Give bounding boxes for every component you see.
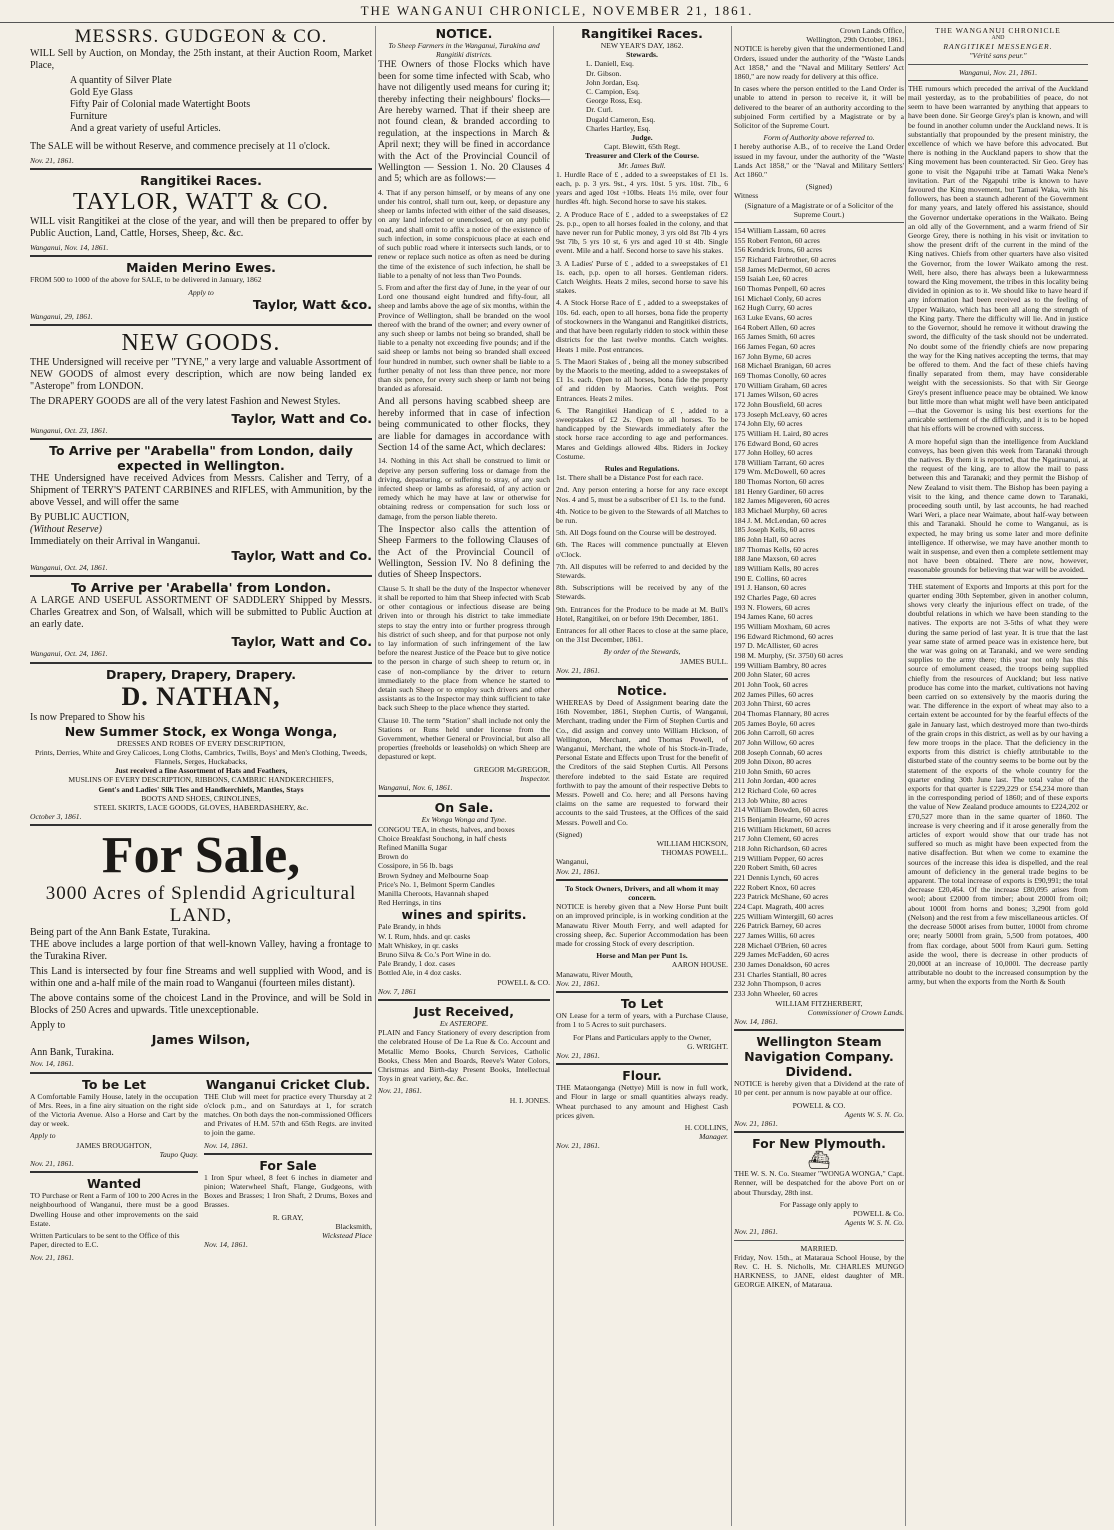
drapery-stock: New Summer Stock, ex Wonga Wonga, — [64, 723, 338, 739]
form-head: Form of Authority above referred to. — [763, 133, 875, 143]
land-order-item: 158 James McDermot, 60 acres — [734, 264, 830, 274]
land-order-item: 196 Edward Richmond, 60 acres — [734, 631, 834, 641]
gudgeon-date: Nov. 21, 1861. — [30, 156, 74, 165]
land-order-item: 212 Richard Cole, 60 acres — [734, 786, 817, 796]
flour-title: Flour. — [622, 1068, 662, 1084]
land-order-item: 161 Michael Conly, 60 acres — [734, 293, 822, 303]
forsale-date: Nov. 14, 1861. — [30, 1059, 74, 1069]
race-item: 4. A Stock Horse Race of £ , added to a sweepstakes of 10s. 6d. each, open to all horses, bona fide the property of stockowners in the Wanganui and Rangitikei districts, and that have been regularly ridden to stock within these districts for the last twelve months. Catch weights. Heats 1 mile. Post entrances. — [556, 298, 728, 354]
column-3 — [556, 26, 728, 1526]
land-order-item: 180 Thomas Norton, 60 acres — [734, 477, 824, 487]
onsale-title: On Sale. — [434, 800, 494, 816]
race-item: 2. A Produce Race of £ , added to a sweepstakes of £2 2s. p.p., open to all horses foaled in the colony, and that have never run for Public money, 3 yrs old 8st 7lb 4 yrs 9st 7lb, 5 yrs 10 st, 6 yrs and aged 10 st 4lb. Single event. Mile and a half. Second horse to save his stakes. — [556, 209, 728, 256]
rule-item: 2nd. Any person entering a horse for any race except Nos. 4 and 5, must be a subscriber of £1 1s. to the fund. — [556, 485, 728, 504]
forsale2-date: Nov. 14, 1861. — [204, 1240, 248, 1250]
let-title: To Let — [620, 996, 664, 1012]
stock-signer: AARON HOUSE. — [671, 960, 728, 970]
plymouth-role: Agents W. S. N. Co. — [844, 1218, 904, 1228]
gudgeon-title: MESSRS. GUDGEON & CO. — [74, 26, 328, 47]
form-signed: (Signed) — [805, 182, 833, 192]
let-date: Nov. 21, 1861. — [556, 1050, 600, 1060]
steward: L. Daniell, Esq. — [586, 59, 634, 69]
stock-sub: Horse and Man per Punt 1s. — [596, 951, 688, 961]
dividend-text: NOTICE is hereby given that a Dividend at the rate of 10 per cent. per annum is now payable at our office. — [734, 1079, 904, 1098]
land-order-item: 223 Patrick McShane, 60 acres — [734, 892, 829, 902]
land-order-item: 172 John Bousfield, 60 acres — [734, 399, 822, 409]
clause-14: 14. Nothing in this Act shall be construed to limit or deprive any person suffering loss or damage from the driving, depasturing, or suffering to stray, of any such infected sheep or lambs as aforesaid, of any action or remedy which he may have at law or otherwise for obtaining redress or compensation for such loss or damage, from the person liable thereto. — [378, 456, 550, 521]
editorial-title1: THE WANGANUI CHRONICLE — [935, 26, 1061, 35]
forsale-place: Ann Bank, Turakina. — [30, 1047, 114, 1059]
scab-notice-sub: To Sheep Farmers in the Wanganui, Turakina and Rangitiki districts. — [388, 41, 540, 60]
arabella1-arrival: Immediately on their Arrival in Wanganui. — [30, 536, 201, 548]
crown-date: Nov. 14, 1861. — [734, 1016, 778, 1026]
steward: Charles Hartley, Esq. — [586, 123, 651, 133]
land-order-item: 215 Benjamin Hearne, 60 acres — [734, 815, 830, 825]
forsale2-signer: R. GRAY, — [272, 1212, 304, 1222]
inspector-text: The Inspector also calls the attention of Sheep Farmers to the following Clauses of the Act of the Provincial Council of Wellington, Session IV. No 8 defining the duties of Sheep Inspectors. — [378, 523, 550, 581]
received-text: PLAIN and Fancy Stationery of every description from the celebrated House of De La Rue & Co. Account and Metallic Memo Books, Church Services, Catholic Books, Chess Men and Boards, Reeve's Water Colors, Christmas and Birth-day Present Books, Intellectual Toys in great variety, &c. &c. — [378, 1028, 550, 1084]
tolet-title: To be Let — [81, 1076, 146, 1092]
order: By order of the Stewards, — [603, 647, 681, 657]
onsale-item: Choice Breakfast Souchong, in half chests — [378, 833, 507, 843]
arabella2-signer: Taylor, Watt and Co. — [231, 634, 372, 650]
order-date: Nov. 21, 1861. — [556, 665, 600, 675]
scab-notice-text: THE Owners of those Flocks which have been for some time infected with Scab, who have not diligently used means for curing it; thereby infecting their neighbours' flocks—Are hereby warned. That if their sheep are not found clean, & branded according to regulation, at the inspections in March & April next; they will be fined in accordance with the Act of the Provincial Council of Wellington — Session 1. No. 20 Clauses 4 and 5; which are as follows:— — [378, 59, 550, 185]
rule-item: 9th. Entrances for the Produce to be made at M. Bull's Hotel, Rangitikei, on or before 19th December, 1861. — [556, 604, 728, 623]
land-order-item: 192 Charles Page, 60 acres — [734, 593, 817, 602]
let-signer: G. WRIGHT. — [687, 1041, 728, 1051]
treasurer: Mr. James Bull. — [618, 160, 666, 170]
taylor-date: Wanganui, Nov. 14, 1861. — [30, 243, 109, 253]
race-item: 3. A Ladies' Purse of £ , added to a sweepstakes of £1 1s. each, p.p. open to all horses. Gentleman riders. Catch Weights. Heats 2 miles, second horse to save his stakes. — [556, 258, 728, 296]
editorial-and: AND — [991, 35, 1005, 42]
arabella1-reserve: (Without Reserve) — [30, 524, 102, 536]
received-sub: Ex ASTEROPE. — [439, 1018, 489, 1028]
stewards-head: Stewards. — [626, 50, 658, 60]
clause-5: 5. From and after the first day of June, in the year of our Lord one thousand eight hundred and fifty-four, all sheep and lambs above the age of six months, within the Province of Wellington, shall be branded on the wool thereof with the brand of the owner; and every owner of any such sheep or lambs not being so branded, shall be liable to a penalty not exceeding five pounds; and if the said sheep or lambs not being so branded shall exceed four hundred in number, such owner shall be liable to a further penalty of not less than three pence, nor more than six pence, for every such sheep or lamb not being branded as aforesaid. — [378, 282, 550, 394]
land-order-item: 216 William Hickmett, 60 acres — [734, 824, 831, 834]
assign-notice-text: WHEREAS by Deed of Assignment bearing date the 16th November, 1861, Stephen Curtis, of Wanganui, Merchant, trading under the Firm of Stephen Curtis and Co., did assign and convey unto William Hickson, of Wellington, Merchant, and Thomas Powell, of Wanganui, Merchant, the whole of his Stock-in-Trade, Personal Estate and Effects upon Trust for the benefit of the Creditors of the said Stephen Curtis. All Persons therefore indebted to the said Estate are required forthwith to pay the amount of their respective Debts to Messrs. Powell and Co. here; and all Persons having claims on the same are requested to forward their accounts to the said Trustees, at the Offices of the said Messrs. Powell and Co. — [556, 698, 728, 827]
gudgeon-items — [30, 75, 372, 135]
merino-title: Maiden Merino Ewes. — [126, 260, 276, 276]
land-order-list — [734, 226, 904, 999]
clause-4: 4. That if any person himself, or by means of any one under his control, shall turn out, keep, or depasture any sheep or lambs infected with either of the said diseases, on any land infected or unenclosed, or on any public road, and shall omit to affix a notice of the existence of such infection, in some conspicuous place at each end of such public road where it intersects such lands, or to renew or replace such notice as often as need be during the time of the existence of such infection, he shall be liable to a penalty of not less than Two Pounds. — [378, 187, 550, 280]
steward: George Ross, Esq. — [586, 96, 642, 106]
land-order-item: 204 Thomas Flannary, 80 acres — [734, 708, 829, 718]
rules-head: Rules and Regulations. — [604, 463, 680, 473]
wines-signer: POWELL & CO. — [497, 977, 550, 987]
onsale-item: Brown Sydney and Melbourne Soap — [378, 870, 489, 880]
married-text: Friday, Nov. 15th., at Mataraua School House, by the Rev. C. H. S. Nicholls, Mr. CHARLES MUNGO HARKNESS, to JANE, eldest daughter of MR. GEORGE AIKEN, of Mataraua. — [734, 1252, 904, 1290]
land-order-item: 201 John Took, 60 acres — [734, 679, 808, 689]
stock-text: NOTICE is hereby given that a New Horse Punt built on an improved principle, is in working condition at the Manawatu River Mouth Ferry, and well adapted for crossing sheep, &c. Superior Accommodation has been made for crossing Stock of every description. — [556, 902, 728, 949]
land-order-item: 222 Robert Knox, 60 acres — [734, 882, 816, 892]
race-item: 6. The Rangitikei Handicap of £ , added to a sweepstakes of £2 2s. Open to all horses. To be handicapped by the Stewards immediately after the stock horse race according to age and performances. Mares and Geldings allowed 4lbs. Riders in Jockey Costume. — [556, 405, 728, 461]
forsale-estate: Being part of the Ann Bank Estate, Turakina. — [30, 927, 211, 939]
onsale-item: Red Herrings, in tins — [378, 898, 442, 908]
land-order-item: 185 Joseph Kells, 60 acres — [734, 525, 815, 535]
land-order-item: 183 Michael Murphy, 60 acres — [734, 506, 827, 516]
merino-signer: Taylor, Watt &co. — [252, 296, 372, 312]
gudgeon-ad — [30, 26, 372, 165]
gudgeon-note: The SALE will be without Reserve, and commence precisely at 11 o'clock. — [30, 141, 330, 152]
land-order-item: 207 John Willow, 60 acres — [734, 737, 815, 747]
column-4 — [734, 26, 904, 1526]
land-order-item: 157 Richard Fairbrother, 60 acres — [734, 255, 836, 265]
crown-text2: In cases where the person entitled to the Land Order is unable to attend in person to receive it, it will be delivered to the bearer of an authority according to the subjoined Form certified by a Magistrate or by a Solicitor of the Supreme Court. — [734, 84, 904, 131]
rule-item: 4th. Notice to be given to the Stewards of all Matches to be run. — [556, 506, 728, 525]
onsale-items — [378, 825, 550, 908]
drapery-ties: Gent's and Ladies' Silk Ties and Handkerchiefs, Mantles, Stays — [98, 784, 304, 794]
cricket-text: THE Club will meet for practice every Thursday at 2 o'clock p.m., and on Saturdays at 1, for scratch matches. On both days the non-commissioned Officers and Privates of H.M. 57th and 65th Regts. are invited to join the game. — [204, 1091, 372, 1138]
assign-place: Wanganui, — [556, 857, 589, 867]
cricket-date: Nov. 14, 1861. — [204, 1140, 248, 1150]
wines-item: Pale Brandy, 1 doz. cases — [378, 959, 456, 969]
onsale-item: CONGOU TEA, in chests, halves, and boxes — [378, 824, 515, 834]
assign-signed: (Signed) — [556, 829, 583, 839]
land-order-item: 186 John Hall, 60 acres — [734, 535, 806, 545]
tolet-date: Nov. 21, 1861. — [30, 1159, 74, 1169]
drapery-boots: BOOTS AND SHOES, CRINOLINES, — [141, 793, 261, 803]
land-order-item: 165 James Smith, 60 acres — [734, 332, 815, 342]
cricket-title: Wanganui Cricket Club. — [205, 1076, 371, 1092]
assign-date: Nov. 21, 1861. — [556, 866, 600, 876]
drapery-prints: Prints, Derries, White and Grey Calicoes, Long Cloths, Cambrics, Twills, Boys' and Men's Clothing, Tweeds, Flannels, Serges, Huckabacks, — [35, 747, 367, 767]
rule-item: 5th. All Dogs found on the Course will be destroyed. — [556, 528, 717, 538]
editorial-title2: RANGITIKEI MESSENGER. — [943, 42, 1053, 52]
flour-text: THE Mataonganga (Nettye) Mill is now in full work, and Flour in large or small quantities always ready. Wheat purchased to any amount and Highest Cash prices given. — [556, 1083, 728, 1120]
land-order-item: 228 Michael O'Brien, 60 acres — [734, 940, 827, 950]
dividend-title: Dividend. — [785, 1064, 853, 1080]
form-witness-note: (Signature of a Magistrate or of a Solicitor of the Supreme Court.) — [744, 200, 894, 219]
onsale-item: Price's No. 1, Belmont Sperm Candles — [378, 879, 495, 889]
stock-place: Manawatu, River Mouth, — [556, 969, 633, 979]
land-order-item: 159 Isaiah Lee, 60 acres — [734, 274, 808, 284]
onsale-item: Refined Manilla Sugar — [378, 842, 448, 852]
race-item: 5. The Maori Stakes of , being all the money subscribed by the Maoris to the meeting, added to a sweepstakes of £1 1s. each. Open to all horses, bona fide the property of and ridden by Maories. Catch weights. Post Entrances. Heats 2 miles. — [556, 356, 728, 403]
onsale-item: Brown do — [378, 852, 409, 862]
arabella2-title: To Arrive per 'Arabella' from London. — [71, 580, 331, 596]
land-order-item: 181 Henry Gardiner, 60 acres — [734, 486, 824, 496]
taylor-title: TAYLOR, WATT & CO. — [72, 189, 330, 216]
scab-warned: And all persons having scabbed sheep are hereby informed that in case of infection being communicated to other flocks, they are liable for damages in accordance with Section 14 of the same Act, which declares: — [378, 396, 550, 453]
wines-item: Pale Brandy, in hhds — [378, 922, 441, 932]
land-order-item: 202 James Pilles, 60 acres — [734, 689, 814, 699]
land-order-item: 193 N. Flowers, 60 acres — [734, 602, 810, 612]
column-1 — [30, 26, 372, 1526]
merino-text: FROM 500 to 1000 of the above for SALE, to be delivered in January, 1862 — [30, 275, 262, 285]
races-day: NEW YEAR'S DAY, 1862. — [600, 41, 684, 50]
editorial-para3: THE statement of Exports and Imports at this port for the quarter ending 30th September, given in another column, shows very clearly the injurious effect on trade, of the doubtful relations in which we have been standing to the natives. The exports are not 3-5ths of what they were during the same period of last year. It is true that the last year same state of armed peace was in existence here, but the war was going on at Taranaki, and we were sending supplies to the army there; this year not only has this source of emolument ceased, the troops being supplied chiefly from the resources of Auckland; but less native produce has come into the market, cultivations not having been carried on so extensively by the maoris during the war. The difference in the export of wheat may also to a certain extent be accounted for by the fearful effects of the gale in January last, which destroyed more than two-thirds of the grain crops in this district, as well as by our having a few more troops in the place. That the deficiency in the exports from this district is chiefly attributable to the disturbed state of the country seems to be borne out by the statement of the exports of the whole country for the quarter ending 30th June last. The total value of the exports for that quarter is £229,229 or £54,234 more than in the corresponding period of 1860; and of these exports the value of New Zealand produce amounts to £224,202 or £70,527 more than in the same quarter of 1860. The increase is very cheering and if it arose generally from the articles of export would show that our trade has not suffered so much as might have been expected from the native disaffection. But when we come to examine the sources of the increase this idea is dispelled, and the real amount of deficiency in the general trade begins to be apparent. The total increase of exports is £90,991; the total decrease £20,464. Of the increase £80,095 arises from wool; about £2000 from timber; about 2000l from oil; about 1000l from horns and bones; 3,290l from gold (Nelson) and the rest from a few miscellaneous articles. Of the decrease 5000l arises from butter, 1000l from chrome ore; nearly 5000l from grain, 5,500 from potatoes, 400 from flax cordage, about 500l from Kauri gum. Setting aside the wool, there is decrease in other products of 20,000l at an increase of 10,000l. The decrease partly attributable no doubt to the increased consumption by the army, but when the exports from the North & South — [908, 581, 1088, 987]
steward: John Jordan, Esq. — [586, 77, 640, 87]
land-order-item: 173 Joseph McLeavy, 60 acres — [734, 409, 828, 419]
land-order-item: 232 John Thompson, 0 acres — [734, 979, 821, 989]
drapery-name: D. NATHAN, — [121, 681, 281, 711]
land-order-item: 154 William Lassam, 60 acres — [734, 226, 826, 236]
steamer-icon: ⛴ — [807, 1150, 831, 1171]
forsale-apply: Apply to — [30, 1020, 66, 1032]
drapery-prepared: Is now Prepared to Show his — [30, 711, 145, 723]
land-order-item: 178 William Tarrant, 60 acres — [734, 457, 825, 467]
gudgeon-item: And a great variety of useful Articles. — [70, 123, 221, 134]
wanted-title: Wanted — [86, 1176, 142, 1192]
steam-title: Wellington Steam Navigation Company. — [744, 1034, 894, 1065]
assign-signer: WILLIAM HICKSON, — [656, 839, 728, 849]
land-order-item: 190 E. Collins, 60 acres — [734, 573, 807, 583]
races-title: Rangitikei Races. — [581, 26, 703, 41]
land-order-item: 231 Charles Stantiall, 80 acres — [734, 969, 827, 979]
rule-item: 8th. Subscriptions will be received by any of the Stewards. — [556, 583, 728, 602]
arabella1-auction: By PUBLIC AUCTION, — [30, 512, 130, 524]
races-head: Rangitikei Races. — [140, 173, 262, 189]
land-order-item: 230 James Donaldson, 60 acres — [734, 959, 830, 969]
gudgeon-item: Gold Eye Glass — [70, 87, 133, 98]
steward: Dugald Cameron, Esq. — [586, 114, 656, 124]
land-order-item: 160 Thomas Penpell, 60 acres — [734, 284, 826, 293]
land-order-item: 224 Capt. Magrath, 400 acres — [734, 902, 824, 911]
steward: Dr. Gibson. — [586, 68, 622, 78]
crown-signer: WILLIAM FITZHERBERT, — [775, 998, 863, 1008]
forsale2-title: For Sale — [259, 1157, 317, 1173]
dividend-date: Nov. 21, 1861. — [734, 1118, 778, 1128]
newgoods-text1: THE Undersigned will receive per "TYNE," a very large and valuable Assortment of NEW GOODS of almost every description, which are now being landed ex "Asterope" from LONDON. — [30, 357, 372, 393]
tolet-place: Taupo Quay. — [159, 1149, 198, 1159]
arabella1-text: THE Undersigned have received Advices from Messrs. Calisher and Terry, of a Shipment of TERRY'S PATENT CARBINES and RIFLES, with Ammunition, by the above Vessel, and will offer the same — [30, 473, 372, 509]
wines-item: Bottled Ale, in 4 doz casks. — [378, 968, 462, 978]
land-order-item: 197 D. McAllister, 60 acres — [734, 641, 819, 651]
gudgeon-intro: WILL Sell by Auction, on Monday, the 25th instant, at their Auction Room, Market Place, — [30, 48, 372, 71]
judge: Capt. Blewitt, 65th Regt. — [604, 142, 680, 152]
land-order-item: 210 John Smith, 60 acres — [734, 766, 811, 776]
tolet-ad — [30, 1077, 198, 1262]
land-order-item: 166 James Fegan, 60 acres — [734, 341, 816, 351]
received-signer: H. I. JONES. — [509, 1095, 550, 1105]
drapery-hats: Just received a fine Assortment of Hats and Feathers, — [114, 766, 288, 776]
let-text: ON Lease for a term of years, with a Purchase Clause, from 1 to 5 Acres to suit purchasers. — [556, 1011, 728, 1030]
plymouth-signer: POWELL & Co. — [853, 1209, 904, 1218]
flour-role: Manager. — [699, 1132, 728, 1142]
land-order-item: 226 Patrick Barney, 60 acres — [734, 921, 822, 931]
rule-item: Entrances for all other Races to close at the same place, on the 31st December, 1861. — [556, 625, 728, 645]
land-order-item: 179 Wm. McDowell, 60 acres — [734, 467, 826, 477]
drapery-date: October 3, 1861. — [30, 812, 82, 822]
wines-item: Bruno Silva & Co.'s Port Wine in do. — [378, 949, 491, 959]
wines-items — [378, 922, 550, 977]
plymouth-title: For New Plymouth. — [752, 1136, 886, 1152]
land-order-item: 191 J. Hanson, 60 acres — [734, 583, 807, 593]
land-order-item: 175 William H. Laird, 80 acres — [734, 428, 829, 438]
land-order-item: 164 Robert Allen, 60 acres — [734, 322, 816, 332]
forsale-signer: James Wilson, — [151, 1032, 251, 1048]
land-order-item: 214 William Bowden, 60 acres — [734, 805, 828, 815]
drapery-skirts: STEEL SKIRTS, LACE GOODS, GLOVES, HABERDASHERY, &c. — [93, 803, 309, 813]
land-order-item: 209 John Dixon, 80 acres — [734, 757, 812, 767]
merino-apply: Apply to — [188, 287, 214, 297]
stock-title: To Stock Owners, Drivers, and all whom it may concern. — [565, 883, 719, 903]
scab-notice-title: NOTICE. — [435, 26, 493, 41]
steward: Dr. Curl. — [586, 105, 613, 115]
plymouth-text: THE W. S. N. Co. Steamer "WONGA WONGA," Capt. Renner, will be despatched for the above Port on or about Thursday, 28th inst. — [734, 1169, 904, 1197]
land-order-item: 213 Job White, 80 acres — [734, 795, 808, 805]
plymouth-apply: For Passage only apply to — [779, 1199, 859, 1209]
form-witness: Witness — [734, 191, 759, 201]
merino-date: Wanganui, 29, 1861. — [30, 311, 93, 321]
newgoods-date: Wanganui, Oct. 23, 1861. — [30, 426, 108, 436]
land-order-item: 187 Thomas Kells, 60 acres — [734, 544, 819, 554]
forsale-acres: 3000 Acres of Splendid Agricultural LAND, — [45, 883, 357, 927]
received-date: Nov. 21, 1861. — [378, 1086, 422, 1096]
land-order-item: 227 James Willis, 60 acres — [734, 930, 815, 940]
steward: C. Campion, Esq. — [586, 87, 640, 97]
stewards-list — [556, 59, 728, 133]
land-order-item: 218 John Richardson, 60 acres — [734, 844, 828, 854]
forsale2-place: Wickstead Place — [322, 1231, 372, 1241]
masthead: THE WANGANUI CHRONICLE, NOVEMBER 21, 1861. — [0, 0, 1114, 23]
arabella1-date: Wanganui, Oct. 24, 1861. — [30, 563, 108, 573]
forsale-title: For Sale, — [101, 827, 301, 885]
land-order-item: 200 John Slater, 60 acres — [734, 670, 810, 680]
plymouth-date: Nov. 21, 1861. — [734, 1227, 778, 1237]
assign-notice-title: Notice. — [617, 683, 667, 698]
taylor-text: WILL visit Rangitikei at the close of the year, and will then be prepared to offer by Public Auction, Land, Cattle, Horses, Sheep, &c. &c. — [30, 216, 372, 240]
clause-5b: Clause 5. It shall be the duty of the Inspector whenever it shall be reported to him that Sheep infected with Scab or other contagious or infectious disease are being driven into or through his district to take immediate steps to stay the entry into or further progress through his district of such sheep, and for that purpose not only to lay information of such infringement of the law before the nearest Justice of the Peace but to give notice to the person in charge of such sheep to return or, in case of non-compliance by the driver to return immediately to the place from whence he started to detain such Sheep or to employ such drivers and other assistants as to the Inspector may think sufficient to take back such Sheep to the place whence they started. — [378, 583, 550, 713]
column-5 — [908, 26, 1088, 1526]
editorial-para1: THE rumours which preceded the arrival of the Auckland mail yesterday, as to the probabilities of peace, do not seem to have been warranted by anything that appears to have been done. Sir George Grey's plan is known, and will be found in another column under the Auckland news. It is substantially that propounded by the present ministry, the excellence of which we have before this advocated. But there is nothing in the Auckland papers to show that the King movement has been counteracted. Sir Geo. Grey has gone to visit the Ngapuhi tribe at Tamati Waka Nene's invitation. Part of the Ngapuhi tribe is known to have favoured the King movement, but Tamati Waka, with his followers, has been a staunch adherent of the Government for many years, and lately offered his assistance, should the Governor undertake operations in the Waikato. Being an old ally of the Government, and a warm friend of Sir George Grey, there is nothing in his visit or invitation to show the present drift of the current in the mind of the King natives. Chiefs from other quarters have also visited the Governor, from the lower Waikato among the rest. Well, here also, there has always been a lukewarmness toward the King movement, the tribes in this locality being divided in opinion as to it. We should like to have heard if any information had been received as to the feeling of Upper Waikato, which has been all along the strength of the King party. There the difficulty will lie. And in justice to the Governor, should he remove it without drawing the sword, the difficulty of the task should not be underrated. No doubt some of the friendly chiefs are now preparing the way for the King natives accepting the terms, that may be offered to them. And the fact of these chiefs having finally separated from them, may have considerable weight with the secessionists. So that with Sir George Grey's present influence peace may be obtained. We know but little more than what might well have been anticipated—that the Governor is using his best exertions for the amicable settlement of the difficulty, and it is to be hoped that his efforts will be crowned with success. — [908, 83, 1088, 434]
forsale2-text: 1 Iron Spur wheel, 8 feet 6 inches in diameter and pinion; Waterwheel Shaft, Flange, Gudgeons, with Boxes and Brasses; 1 Iron Shaft, 2 Drums, Boxes and Brasses. — [204, 1172, 372, 1210]
drapery-muslins: MUSLINS OF EVERY DESCRIPTION, RIBBONS, CAMBRIC HANDKERCHIEFS, — [68, 775, 334, 785]
land-order-item: 195 William Moxham, 60 acres — [734, 621, 830, 631]
forsale2-role: Blacksmith, — [335, 1221, 372, 1231]
flour-signer: H. COLLINS, — [684, 1122, 728, 1132]
onsale-item: Manilla Cheroots, Havannah shaped — [378, 888, 489, 898]
received-title: Just Received, — [414, 1003, 514, 1019]
land-order-item: 189 William Kells, 80 acres — [734, 564, 819, 574]
drapery-title: Drapery, Drapery, Drapery. — [105, 666, 296, 682]
gudgeon-item: Fifty Pair of Colonial made Watertight Boots — [70, 99, 251, 110]
land-order-item: 221 Dennis Lynch, 60 acres — [734, 873, 819, 883]
land-order-item: 167 John Byrne, 60 acres — [734, 351, 811, 361]
land-order-item: 169 Thomas Conolly, 60 acres — [734, 370, 827, 380]
let-apply: For Plans and Particulars apply to the Owner, — [572, 1032, 712, 1042]
land-order-item: 170 William Graham, 60 acres — [734, 380, 827, 390]
gudgeon-item: A quantity of Silver Plate — [70, 75, 172, 86]
clause-10: Clause 10. The term "Station" shall include not only the Stations or Runs held under license from the Government, whether General or Provincial, but also all properties (freeholds or leaseholds) on which Sheep are depastured or kept. — [378, 715, 550, 762]
wanted-date: Nov. 21, 1861. — [30, 1252, 74, 1262]
land-order-item: 220 Robert Smith, 60 acres — [734, 863, 817, 873]
land-order-item: 194 James Kane, 60 acres — [734, 612, 813, 622]
wanted-text: TO Purchase or Rent a Farm of 100 to 200 Acres in the neighbourhood of Wanganui, there must be a good Dwelling House and other improvements on the said Estate. — [30, 1191, 198, 1228]
crown-head1: Crown Lands Office, — [839, 26, 904, 35]
arabella1-title: To Arrive per "Arabella" from London, daily expected in Wellington. — [49, 443, 353, 474]
gudgeon-item: Furniture — [70, 111, 108, 122]
inspector-signer: GREGOR McGREGOR, — [473, 764, 550, 774]
land-order-item: 174 John Ely, 60 acres — [734, 419, 803, 429]
forsale-text1: THE above includes a large portion of that well-known Valley, having a frontage to the Turakina River. — [30, 939, 372, 963]
judge-head: Judge. — [631, 133, 653, 143]
treasurer-head: Treasurer and Clerk of the Course. — [585, 151, 699, 161]
dividend-role: Agents W. S. N. Co. — [844, 1109, 904, 1119]
land-order-item: 229 James McFadden, 60 acres — [734, 950, 830, 960]
land-order-item: 162 Hugh Curry, 60 acres — [734, 303, 813, 313]
newgoods-text2: The DRAPERY GOODS are all of the very latest Fashion and Newest Styles. — [30, 396, 341, 408]
inspector-date: Wanganui, Nov. 6, 1861. — [378, 783, 453, 793]
form-text: I hereby authorise A.B., of to receive the Land Order issued in my favour, under the authority of the "Waste Lands Act 1858," or the "Naval and Military Settlers' Act 1860." — [734, 142, 904, 180]
land-order-item: 177 John Holley, 60 acres — [734, 448, 813, 458]
forsale-text2: This Land is intersected by four fine Streams and well supplied with Wood, and is within one and a-half mile of the main road to Wanganui (fourteen miles distant). — [30, 966, 372, 990]
drapery-dresses: DRESSES AND ROBES OF EVERY DESCRIPTION, — [116, 738, 286, 748]
tolet-signer: JAMES BROUGHTON, — [76, 1140, 152, 1150]
rule-item: 6th. The Races will commence punctually at Eleven o'Clock. — [556, 540, 728, 559]
cricket-ad — [204, 1077, 372, 1262]
inspector-role: Inspector. — [520, 773, 550, 783]
wines-title: wines and spirits. — [401, 907, 527, 923]
onsale-sub: Ex Wonga Wonga and Tyne. — [421, 815, 507, 825]
editorial-date: Wanganui, Nov. 21, 1861. — [958, 67, 1038, 77]
land-order-item: 211 John Jordan, 400 acres — [734, 776, 817, 786]
crown-head2: Wellington, 29th October, 1861. — [806, 35, 904, 45]
stock-date: Nov. 21, 1861. — [556, 978, 600, 988]
land-order-item: 219 William Pepper, 60 acres — [734, 853, 824, 863]
land-order-item: 199 William Bambry, 80 acres — [734, 660, 827, 670]
rule-item: 7th. All disputes will be referred to and decided by the Stewards. — [556, 561, 728, 580]
flour-date: Nov. 21, 1861. — [556, 1141, 600, 1151]
land-order-item: 217 John Clement, 60 acres — [734, 834, 819, 844]
land-order-item: 155 Robert Fenton, 60 acres — [734, 235, 820, 245]
married-title: MARRIED. — [800, 1243, 838, 1253]
crown-text1: NOTICE is hereby given that the undermentioned Land Orders, issued under the authority of the "Waste Lands Act 1858," and the "Naval and Military Settlers' Act 1860," are now ready for delivery at this office. — [734, 44, 904, 82]
land-order-item: 206 John Carroll, 60 acres — [734, 728, 814, 738]
order-signer: JAMES BULL. — [680, 656, 728, 666]
land-order-item: 168 Michael Branigan, 60 acres — [734, 361, 831, 371]
land-order-item: 208 Joseph Connab, 60 acres — [734, 747, 823, 757]
land-order-item: 156 Kendrick Irons, 60 acres — [734, 245, 822, 255]
land-order-item: 225 William Wintergill, 60 acres — [734, 911, 834, 921]
arabella1-signer: Taylor, Watt and Co. — [231, 548, 372, 564]
land-order-item: 176 Edward Bond, 60 acres — [734, 438, 819, 448]
land-order-item: 233 John Wheeler, 60 acres — [734, 988, 818, 998]
wines-date: Nov. 7, 1861 — [378, 986, 417, 996]
crown-role: Commissioner of Crown Lands. — [807, 1007, 904, 1017]
race-item: 1. Hurdle Race of £ , added to a sweepstakes of £1 1s. each, p. p. 3 yrs. 9st., 4 yrs. 10st. 5 yrs. 10st. 7lb., 6 years and aged 10st +10lbs. Heats 1½ mile, over four hurdles 4ft. high. Second horse to save his stakes. — [556, 169, 728, 207]
rule-item: 1st. There shall be a Distance Post for each race. — [556, 473, 704, 483]
wanted-note: Written Particulars to be sent to the Office of this Paper, directed to E.C. — [30, 1231, 180, 1250]
assign-signer: THOMAS POWELL. — [661, 848, 728, 858]
land-order-item: 198 M. Murphy, (Sr. 3750) 60 acres — [734, 650, 843, 660]
land-order-item: 182 James Migeveren, 60 acres — [734, 496, 830, 506]
wines-item: W. I. Rum, hhds. and qr. casks — [378, 931, 471, 941]
forsale-text3: The above contains some of the choicest Land in the Province, and will be Sold in Blocks of 250 Acres and upwards. Title unexceptionable. — [30, 993, 372, 1017]
land-order-item: 163 Luke Evans, 60 acres — [734, 312, 813, 322]
land-order-item: 205 James Boyle, 60 acres — [734, 718, 815, 728]
editorial-para2: A more hopeful sign than the intelligence from Auckland conveys, has been given this week from Taranaki through the natives. By them it is reported, that the Ngatiruanui, at the request of the king, are to allow the mail to pass between this and Taranaki; and they permit the Bishop of New Zealand to visit them. The Bishop has been paying a visit to the king, and thence came down to Taranaki, proceeding south until, by last accounts, he had reached Wari Weri, a place near Waimate, about half-way between this and Taranaki. Should he come to Wanganui, as is expected, he may bring us some later and more definite intelligence. If otherwise, we may have another month to wait in suspense, and even then a complete settlement may not have been obtained. There are now, however, reasonable grounds for believing that war will be avoided. — [908, 436, 1088, 575]
editorial-motto: "Vérité sans peur." — [969, 51, 1027, 61]
tolet-text: A Comfortable Family House, lately in the occupation of Mrs. Rees, in a fine airy situation on the right side of the Victoria Avenue. Also a Horse and Cart by the day or week. — [30, 1091, 198, 1129]
wines-item: Malt Whiskey, in qr. casks — [378, 940, 459, 950]
onsale-item: Cossipore, in 56 lb. bags — [378, 861, 454, 871]
dividend-signer: POWELL & CO. — [792, 1100, 846, 1110]
tolet-apply: Apply to — [30, 1131, 56, 1141]
column-2 — [378, 26, 550, 1526]
newgoods-signer: Taylor, Watt and Co. — [231, 411, 372, 427]
land-order-item: 188 Jane Maxson, 60 acres — [734, 554, 817, 564]
arabella2-text: A LARGE AND USEFUL ASSORTMENT OF SADDLERY Shipped by Messrs. Charles Greatrex and Son, of Walsall, which will be submitted to Public Auction at an early date. — [30, 595, 372, 631]
land-order-item: 203 John Thirst, 60 acres — [734, 699, 811, 709]
arabella2-date: Wanganui, Oct. 24, 1861. — [30, 649, 108, 659]
newgoods-title: NEW GOODS. — [121, 330, 281, 357]
land-order-item: 171 James Wilson, 60 acres — [734, 390, 819, 400]
land-order-item: 184 J. M. McLendan, 60 acres — [734, 515, 827, 525]
